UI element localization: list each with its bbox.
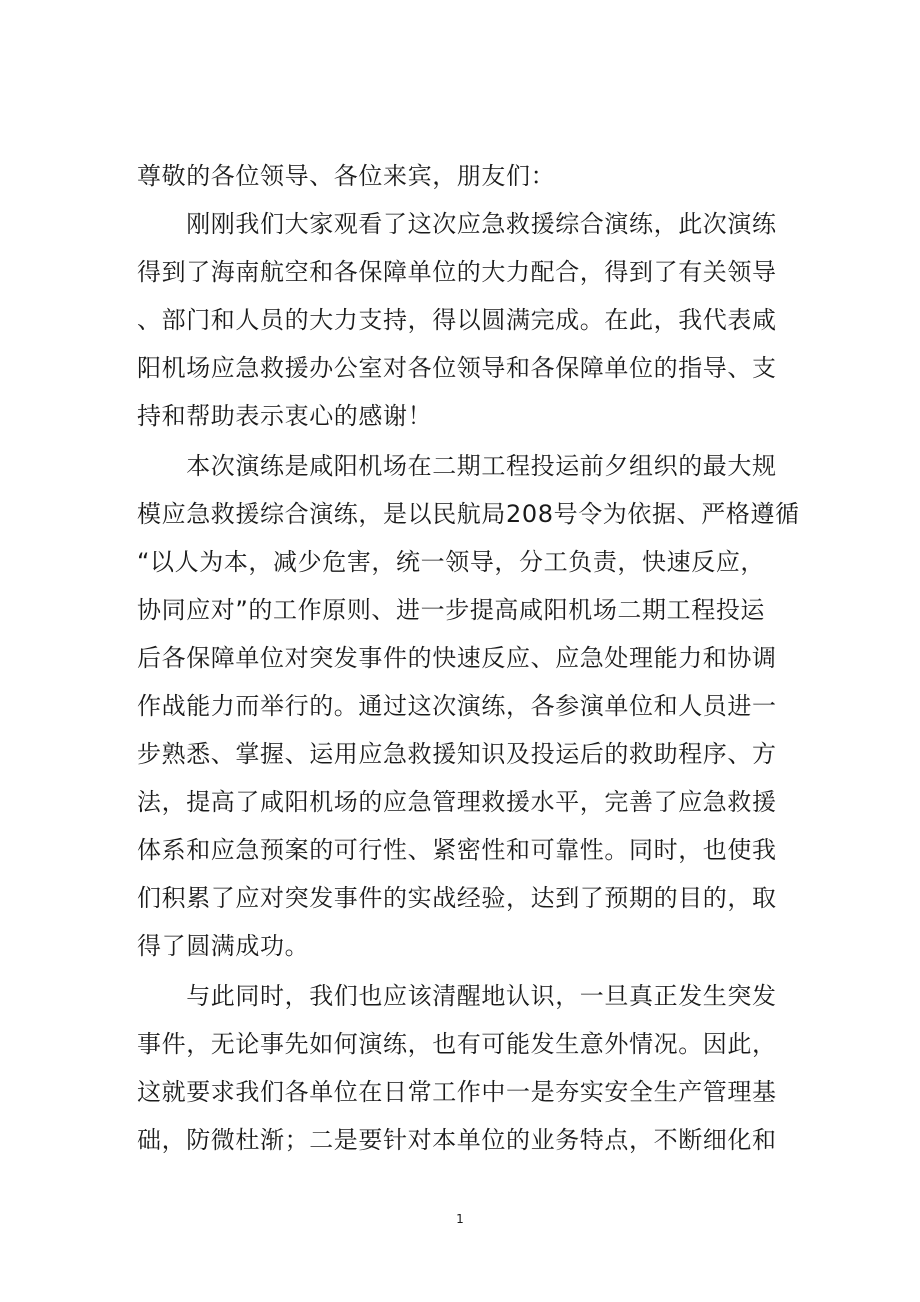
text-line: 体系和应急预案的可行性、紧密性和可靠性。同时，也使我 [137,836,777,864]
text-line: 阳机场应急救援办公室对各位领导和各保障单位的指导、支 [137,354,777,382]
text-line: 步熟悉、掌握、运用应急救援知识及投运后的救助程序、方 [137,740,777,768]
text-line: 、部门和人员的大力支持，得以圆满完成。在此，我代表咸 [137,306,777,334]
text-line: 刚刚我们大家观看了这次应急救援综合演练，此次演练 [137,210,777,238]
text-line: 得到了海南航空和各保障单位的大力配合，得到了有关领导 [137,258,777,286]
text-line: 作战能力而举行的。通过这次演练，各参演单位和人员进一 [137,692,777,720]
text-line: 持和帮助表示衷心的感谢！ [137,402,433,430]
text-line: 尊敬的各位领导、各位来宾，朋友们： [137,162,556,190]
text-line: 后各保障单位对突发事件的快速反应、应急处理能力和协调 [137,644,777,672]
text-line: “以人为本，减少危害，统一领导，分工负责，快速反应， [137,548,766,576]
text-line: 这就要求我们各单位在日常工作中一是夯实安全生产管理基 [137,1078,777,1106]
text-line: 与此同时，我们也应该清醒地认识，一旦真正发生突发 [137,982,777,1010]
text-line: 模应急救援综合演练，是以民航局208号令为依据、严格遵循 [137,500,800,528]
text-line: 础，防微杜渐；二是要针对本单位的业务特点，不断细化和 [137,1126,777,1154]
text-line: 法，提高了咸阳机场的应急管理救援水平，完善了应急救援 [137,788,777,816]
text-line: 得了圆满成功。 [137,932,310,960]
text-line: 们积累了应对突发事件的实战经验，达到了预期的目的，取 [137,884,777,912]
page-number: 1 [456,1212,464,1226]
text-line: 协同应对”的工作原则、进一步提高咸阳机场二期工程投运 [137,596,766,624]
text-line: 事件，无论事先如何演练，也有可能发生意外情况。因此， [137,1030,777,1058]
text-line: 本次演练是咸阳机场在二期工程投运前夕组织的最大规 [137,452,777,480]
